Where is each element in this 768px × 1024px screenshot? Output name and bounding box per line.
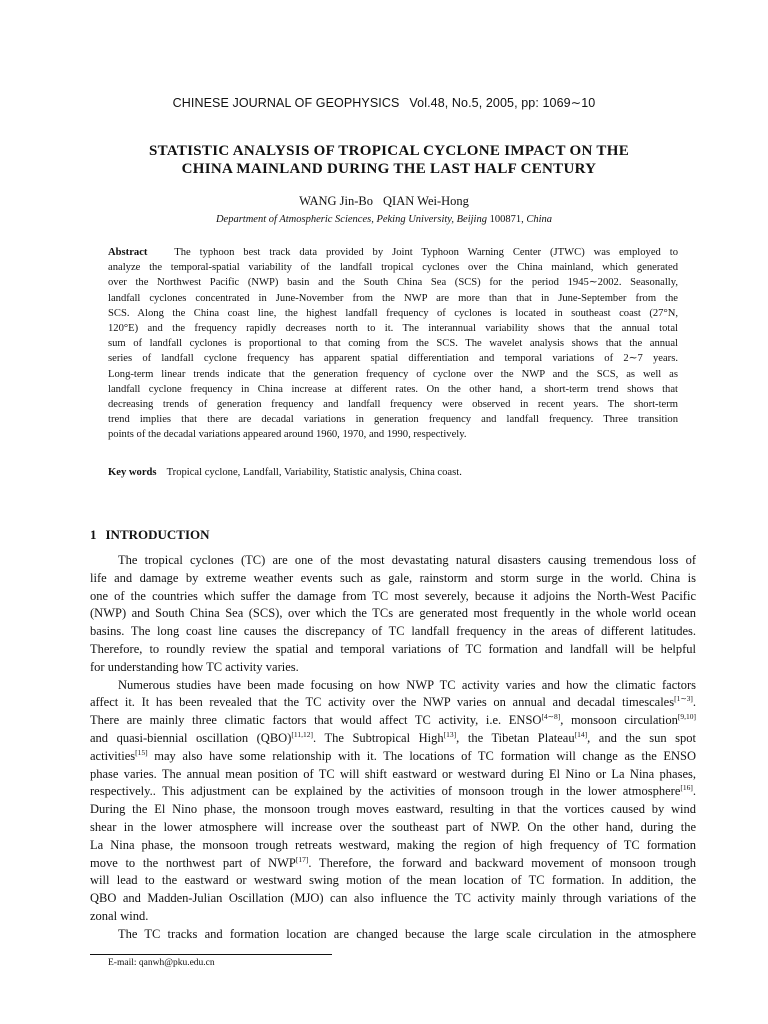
body-line: one of the countries which suffer the damage from TC most severely, because it adjoins the North-West Pacific (90, 588, 696, 603)
body-line: QBO and Madden-Julian Oscillation (MJO) can also influence the TC activity mainly through variations of the (90, 891, 696, 906)
abstract-line: Long-term linear trends indicate that the generation frequency of cyclone over the NWP and the SCS, as well as (108, 368, 678, 380)
body-line: for understanding how TC activity varies. (90, 659, 299, 674)
section-title: INTRODUCTION (105, 527, 210, 542)
section-number: 1 (90, 527, 97, 542)
abstract-line: landfall cyclones concentrated in June-November from the NWP are more than that in June-September from the (108, 292, 678, 304)
body-line: La Nina phase, the monsoon trough retreats westward, making the region of high frequency of TC formation (90, 837, 696, 852)
affiliation (0, 214, 768, 225)
author-2: QIAN Wei-Hong (383, 194, 469, 208)
abstract-line: series of landfall cyclone frequency has apparent spatial differentiation and temporal variations of 2∼7 years. (108, 353, 678, 365)
abstract-line: points of the decadal variations appeared around 1960, 1970, and 1990, respectively. (108, 429, 467, 441)
footnote-email: E-mail: qanwh@pku.edu.cn (108, 958, 215, 968)
body-line: move to the northwest part of NWP[17]. Therefore, the forward and backward movement of monsoon trough (90, 854, 696, 870)
body-line: During the El Nino phase, the monsoon trough moves eastward, resulting in that the vortices caused by wind (90, 802, 696, 817)
body-line: activities[15] may also have some relationship with it. The locations of TC formation will change as the ENSO (90, 747, 696, 763)
affiliation-department: Department of Atmospheric Sciences, Peking University, Beijing (215, 214, 487, 225)
citation: [9,10] (677, 712, 696, 722)
abstract (108, 245, 678, 442)
body-line: will lead to the eastward or westward swing motion of the mean location of TC formation. In addition, the (90, 873, 696, 888)
abstract-line: decreasing trends of generation frequency and landfall frequency were observed in recent years. The short-term (108, 398, 678, 410)
abstract-line: sum of landfall cyclones is proportional to that coming from the SCS. The wavelet analysis shows that the annual (108, 338, 678, 350)
author-1: WANG Jin-Bo (299, 194, 374, 208)
journal-name: CHINESE JOURNAL OF GEOPHYSICS (172, 96, 400, 110)
journal-volume: Vol.48, No.5, 2005, pp: 1069∼10 (409, 96, 596, 110)
citation: [13] (443, 729, 457, 739)
body-line: (NWP) and South China Sea (SCS), over which the TCs are generated most frequently in the whole world ocean (90, 606, 696, 621)
abstract-line: 120°E) and the frequency rapidly decreases north to it. The interannual variability shows that the annual total (108, 322, 678, 334)
abstract-label: Abstract (108, 247, 148, 258)
citation: [15] (135, 747, 148, 757)
body-line: phase varies. The annual mean position of TC will shift eastward or westward during El Nino or La Nina phases, (90, 766, 696, 781)
citation: [4∼8] (541, 712, 561, 722)
paper-title (60, 142, 718, 178)
abstract-line: SCS. Along the China coast line, the highest landfall frequency of cyclones is located in southeast coast (27°N, (108, 307, 678, 319)
abstract-line: Abstract The typhoon best track data provided by Joint Typhoon Warning Center (JTWC) was employed to (108, 247, 678, 258)
abstract-line: landfall cyclone frequency in China increase at different rates. On the other hand, a short-term trend shows that (108, 383, 678, 395)
citation: [1∼3] (674, 694, 693, 704)
affiliation-postcode: 100871, (489, 214, 524, 225)
body-line: The tropical cyclones (TC) are one of the most devastating natural disasters causing tremendous loss of (118, 553, 696, 567)
author-list (0, 194, 768, 209)
affiliation-country: China (526, 214, 553, 225)
citation: [16] (680, 783, 693, 793)
body-line: The TC tracks and formation location are changed because the large scale circulation in the atmosphere (118, 926, 696, 941)
body-text (90, 552, 696, 944)
keywords (108, 467, 678, 478)
body-line: zonal wind. (90, 908, 149, 923)
footnote-rule (90, 954, 332, 955)
section-heading (90, 527, 210, 543)
journal-header (0, 95, 768, 110)
body-line: Numerous studies have been made focusing on how NWP TC activity varies and how the climatic factors (118, 677, 696, 692)
body-line: affect it. It has been revealed that the TC activity over the NWP varies on annual and decadal timescales[1∼3]. (90, 694, 696, 710)
body-line: There are mainly three climatic factors that would affect TC activity, i.e. ENSO[4∼8], monsoon circulation[9,10] (90, 712, 696, 728)
citation: [14] (574, 729, 588, 739)
body-line: life and damage by extreme weather events such as gale, rainstorm and storm surge in the world. China is (90, 570, 696, 585)
citation: [11,12] (291, 729, 313, 739)
title-line-1: STATISTIC ANALYSIS OF TROPICAL CYCLONE IMPACT ON THE (148, 143, 630, 159)
keywords-text: Tropical cyclone, Landfall, Variability, Statistic analysis, China coast. (166, 467, 462, 478)
citation: [17] (295, 854, 309, 864)
body-line: respectively.. This adjustment can be explained by the activities of monsoon trough in the lower atmosphere[16]. (90, 783, 696, 799)
abstract-line: analyze the temporal-spatial variability of the landfall tropical cyclones over the China mainland, which generated (108, 262, 678, 274)
body-line: basins. The long coast line causes the discrepancy of TC landfall frequency in the areas of different latitudes. (90, 624, 696, 639)
body-line: shear in the lower atmosphere will increase over the southeast part of NWP. On the other hand, during the (90, 819, 696, 834)
keywords-label: Key words (108, 467, 157, 478)
abstract-line: trend implies that there are decadal variations in generation frequency and landfall frequency. Three transition (108, 414, 678, 426)
body-line: Therefore, to roundly review the spatial and temporal variations of TC formation and landfall will be helpful (90, 641, 696, 656)
abstract-line: over the Northwest Pacific (NWP) basin and the South China Sea (SCS) for the period 1945∼2002. Seasonally, (108, 277, 678, 289)
title-line-2: CHINA MAINLAND DURING THE LAST HALF CENTURY (181, 161, 597, 177)
body-line: and quasi-biennial oscillation (QBO)[11,12]. The Subtropical High[13], the Tibetan Plateau[14], and the sun spot (90, 729, 696, 745)
